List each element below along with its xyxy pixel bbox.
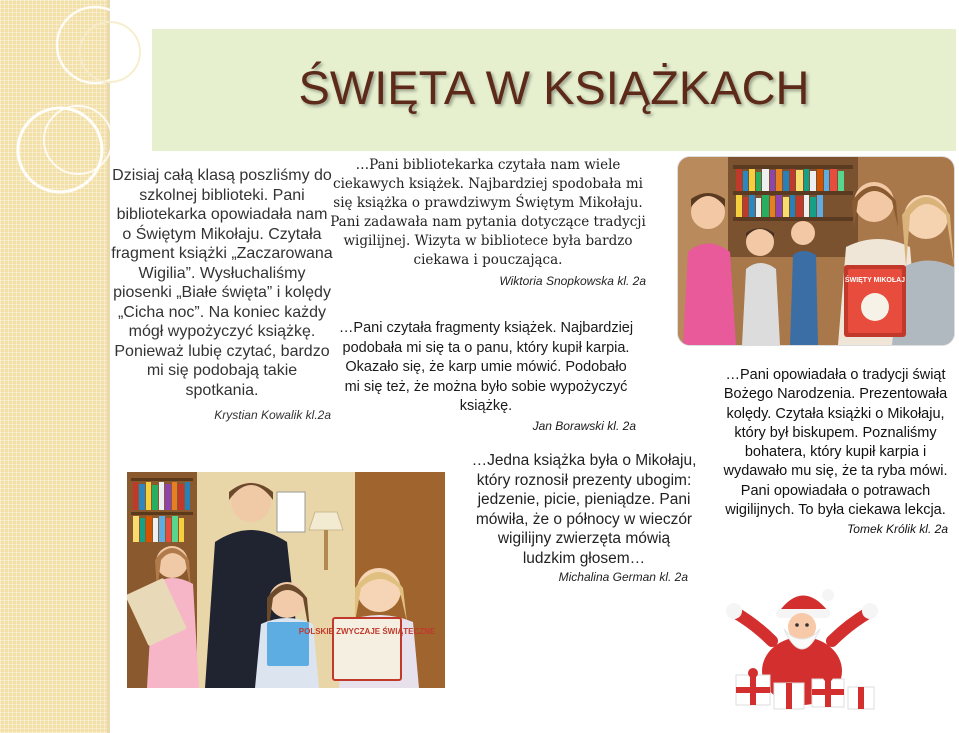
author-signature: Krystian Kowalik kl.2a [214,408,331,422]
book-title: POLSKIE ZWYCZAJE ŚWIĄTECZNE [298,627,436,636]
author-signature: Michalina German kl. 2a [558,570,688,584]
author-signature: Wiktoria Snopkowska kl. 2a [499,274,646,288]
santa-claus-image [716,583,888,713]
author-signature: Tomek Królik kl. 2a [847,522,948,537]
text-body: Dzisiaj całą klasą poszliśmy do szkolnej biblioteki. Pani bibliotekarka opowiadała nam o Świętym Mikołaju. Czytała fragment książki „Zaczarowana Wigilia”. Wysłuchaliśmy piosenki „Białe święta” i kolędy „Cicha noc”. Na koniec każdy mógł wypożyczyć książkę. Ponieważ lubię czytać, bardzo mi się podobają takie spotkania. [111,167,333,399]
text-body: …Pani opowiadała o tradycji świąt Bożego Narodzenia. Prezentowała kolędy. Czytała książki o Mikołaju, który był biskupem. Poznaliśmy bohatera, który kupił karpia i wydawało mu się, że ta ryba mówi. Pani opowiadała o potrawach wigilijnych. To była ciekawa lekcja. [723,367,948,519]
text-block-michalina [470,451,698,588]
page-title: ŚWIĘTA W KSIĄŻKACH [298,61,810,114]
text-body: …Pani bibliotekarka czytała nam wiele ciekawych książek. Najbardziej spodobała mi się książka o prawdziwym Świętym Mikołaju. Pani zadawała nam pytania dotyczące tradycji wigilijnej. Wizyta w bibliotece była bardzo ciekawa i pouczająca. [330,157,646,268]
text-block-jan [336,319,636,436]
text-body: …Pani czytała fragmenty książek. Najbardziej podobała mi się ta o panu, który kupił karpia. Okazało się, że karp umie mówić. Podobało mi się też, że można było sobie wypożyczyć książkę. [338,320,634,414]
text-block-tomek [713,366,958,540]
text-block-wiktoria [328,156,648,291]
text-block-krystian [111,166,333,426]
photo-librarian-children [127,472,445,688]
photo-children-library [678,157,954,345]
text-body: …Jedna książka była o Mikołaju, który roznosił prezenty ubogim: jedzenie, picie, pieniądze. Pani mówiła, że o północy w wieczór wigilijny zwierzęta mówią ludzkim głosem… [471,452,697,567]
author-signature: Jan Borawski kl. 2a [532,418,636,433]
book-title: ŚWIĘTY MIKOŁAJ [844,277,906,284]
